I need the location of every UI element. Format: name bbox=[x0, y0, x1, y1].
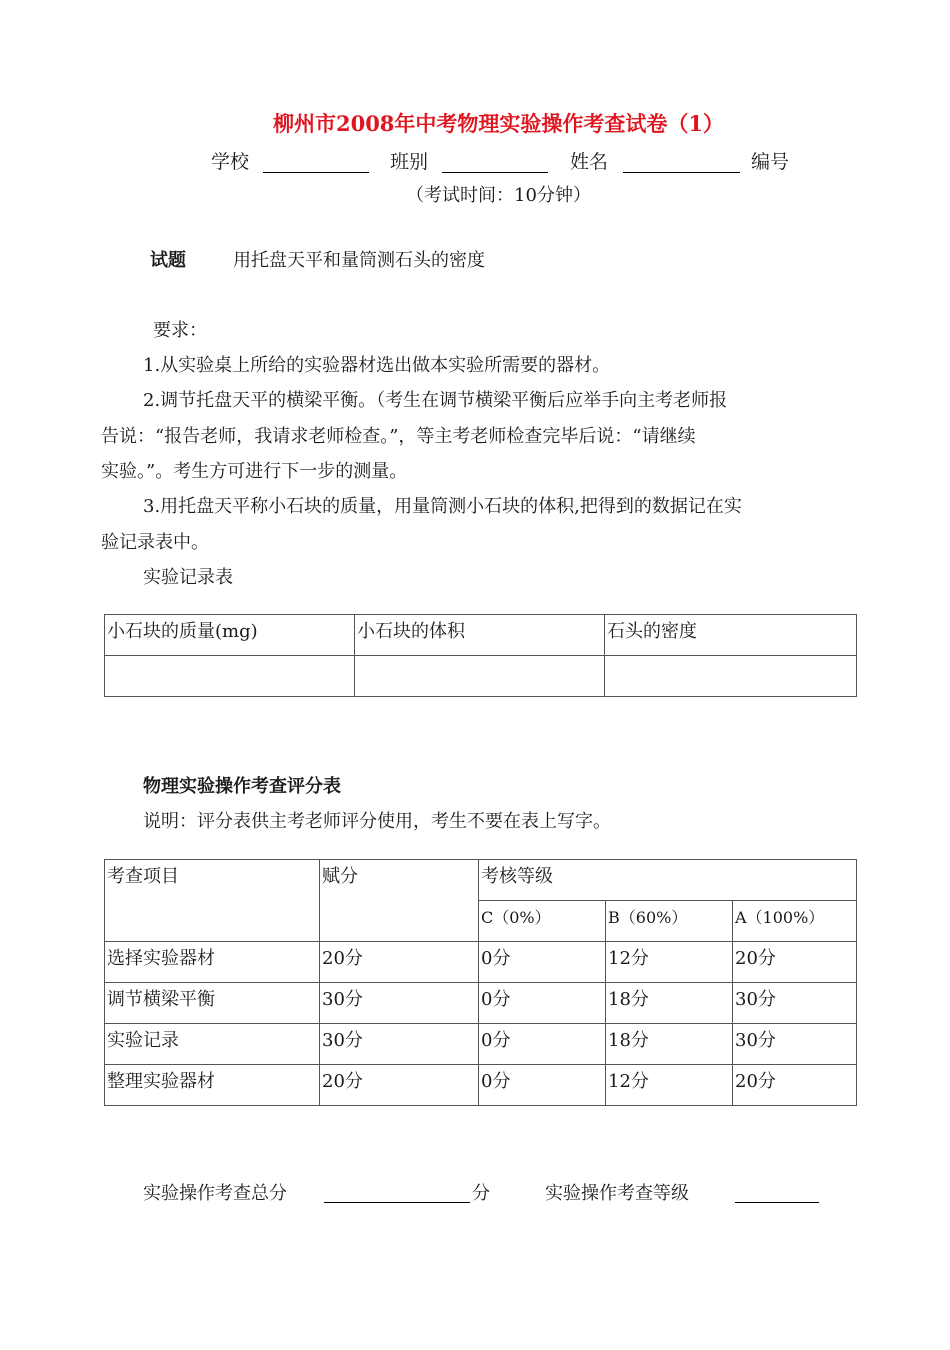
item-b: 12分 bbox=[606, 942, 733, 983]
score-table-title: 物理实验操作考查评分表 bbox=[143, 776, 341, 797]
record-cell-mass bbox=[105, 656, 355, 697]
item-c: 0分 bbox=[479, 983, 606, 1024]
score-header-score: 赋分 bbox=[320, 860, 479, 942]
class-label: 班别 bbox=[390, 151, 429, 173]
item-a: 30分 bbox=[733, 983, 857, 1024]
item-score: 30分 bbox=[320, 1024, 479, 1065]
item-a: 20分 bbox=[733, 942, 857, 983]
grade-c: C（0%） bbox=[479, 901, 606, 942]
score-table bbox=[104, 859, 857, 1106]
requirement-2-line2: 告说：“报告老师，我请求老师检查。”，等主考老师检查完毕后说：“请继续 bbox=[101, 426, 696, 447]
item-c: 0分 bbox=[479, 942, 606, 983]
item-score: 20分 bbox=[320, 942, 479, 983]
page-title: 柳州市2008年中考物理实验操作考查试卷（1） bbox=[272, 111, 725, 136]
item-a: 30分 bbox=[733, 1024, 857, 1065]
number-label: 编号 bbox=[751, 151, 790, 173]
record-cell-density bbox=[605, 656, 857, 697]
record-header-mass: 小石块的质量(mg) bbox=[105, 615, 355, 656]
item-name: 整理实验器材 bbox=[105, 1065, 320, 1106]
question-text: 用托盘天平和量筒测石头的密度 bbox=[233, 250, 485, 271]
score-header-grade: 考核等级 bbox=[479, 860, 857, 901]
item-score: 30分 bbox=[320, 983, 479, 1024]
class-blank bbox=[442, 150, 548, 173]
requirement-1: 1.从实验桌上所给的实验器材选出做本实验所需要的器材。 bbox=[143, 355, 611, 376]
requirement-3-line2: 验记录表中。 bbox=[101, 532, 209, 553]
item-a: 20分 bbox=[733, 1065, 857, 1106]
grade-level-label: 实验操作考查等级 bbox=[545, 1183, 689, 1204]
total-score-unit: 分 bbox=[472, 1183, 490, 1204]
item-b: 18分 bbox=[606, 1024, 733, 1065]
name-label: 姓名 bbox=[570, 151, 609, 173]
record-table bbox=[104, 614, 857, 697]
table-row bbox=[105, 1024, 857, 1065]
item-c: 0分 bbox=[479, 1024, 606, 1065]
table-row bbox=[105, 1065, 857, 1106]
item-b: 18分 bbox=[606, 983, 733, 1024]
record-table-caption: 实验记录表 bbox=[143, 567, 233, 588]
requirement-2-line1: 2.调节托盘天平的横梁平衡。（考生在调节横梁平衡后应举手向主考老师报 bbox=[143, 390, 728, 411]
requirement-2-line3: 实验。”。考生方可进行下一步的测量。 bbox=[101, 461, 408, 482]
grade-b: B（60%） bbox=[606, 901, 733, 942]
requirements-heading: 要求： bbox=[153, 320, 207, 341]
table-row bbox=[105, 983, 857, 1024]
school-label: 学校 bbox=[211, 151, 250, 173]
item-name: 调节横梁平衡 bbox=[105, 983, 320, 1024]
item-name: 选择实验器材 bbox=[105, 942, 320, 983]
item-b: 12分 bbox=[606, 1065, 733, 1106]
score-table-note: 说明：评分表供主考老师评分使用，考生不要在表上写字。 bbox=[143, 811, 611, 832]
total-score-blank bbox=[324, 1180, 470, 1203]
requirement-3-line1: 3.用托盘天平称小石块的质量，用量筒测小石块的体积,把得到的数据记在实 bbox=[143, 496, 742, 517]
record-cell-volume bbox=[355, 656, 605, 697]
grade-a: A（100%） bbox=[733, 901, 857, 942]
grade-level-blank bbox=[735, 1180, 819, 1203]
item-name: 实验记录 bbox=[105, 1024, 320, 1065]
name-blank bbox=[623, 150, 740, 173]
record-header-density: 石头的密度 bbox=[605, 615, 857, 656]
item-c: 0分 bbox=[479, 1065, 606, 1106]
total-score-label: 实验操作考查总分 bbox=[143, 1183, 287, 1204]
school-blank bbox=[263, 150, 369, 173]
record-header-volume: 小石块的体积 bbox=[355, 615, 605, 656]
table-row bbox=[105, 942, 857, 983]
question-label: 试题 bbox=[150, 250, 186, 271]
item-score: 20分 bbox=[320, 1065, 479, 1106]
score-header-item: 考查项目 bbox=[105, 860, 320, 942]
exam-time-note: （考试时间：10分钟） bbox=[406, 185, 591, 206]
